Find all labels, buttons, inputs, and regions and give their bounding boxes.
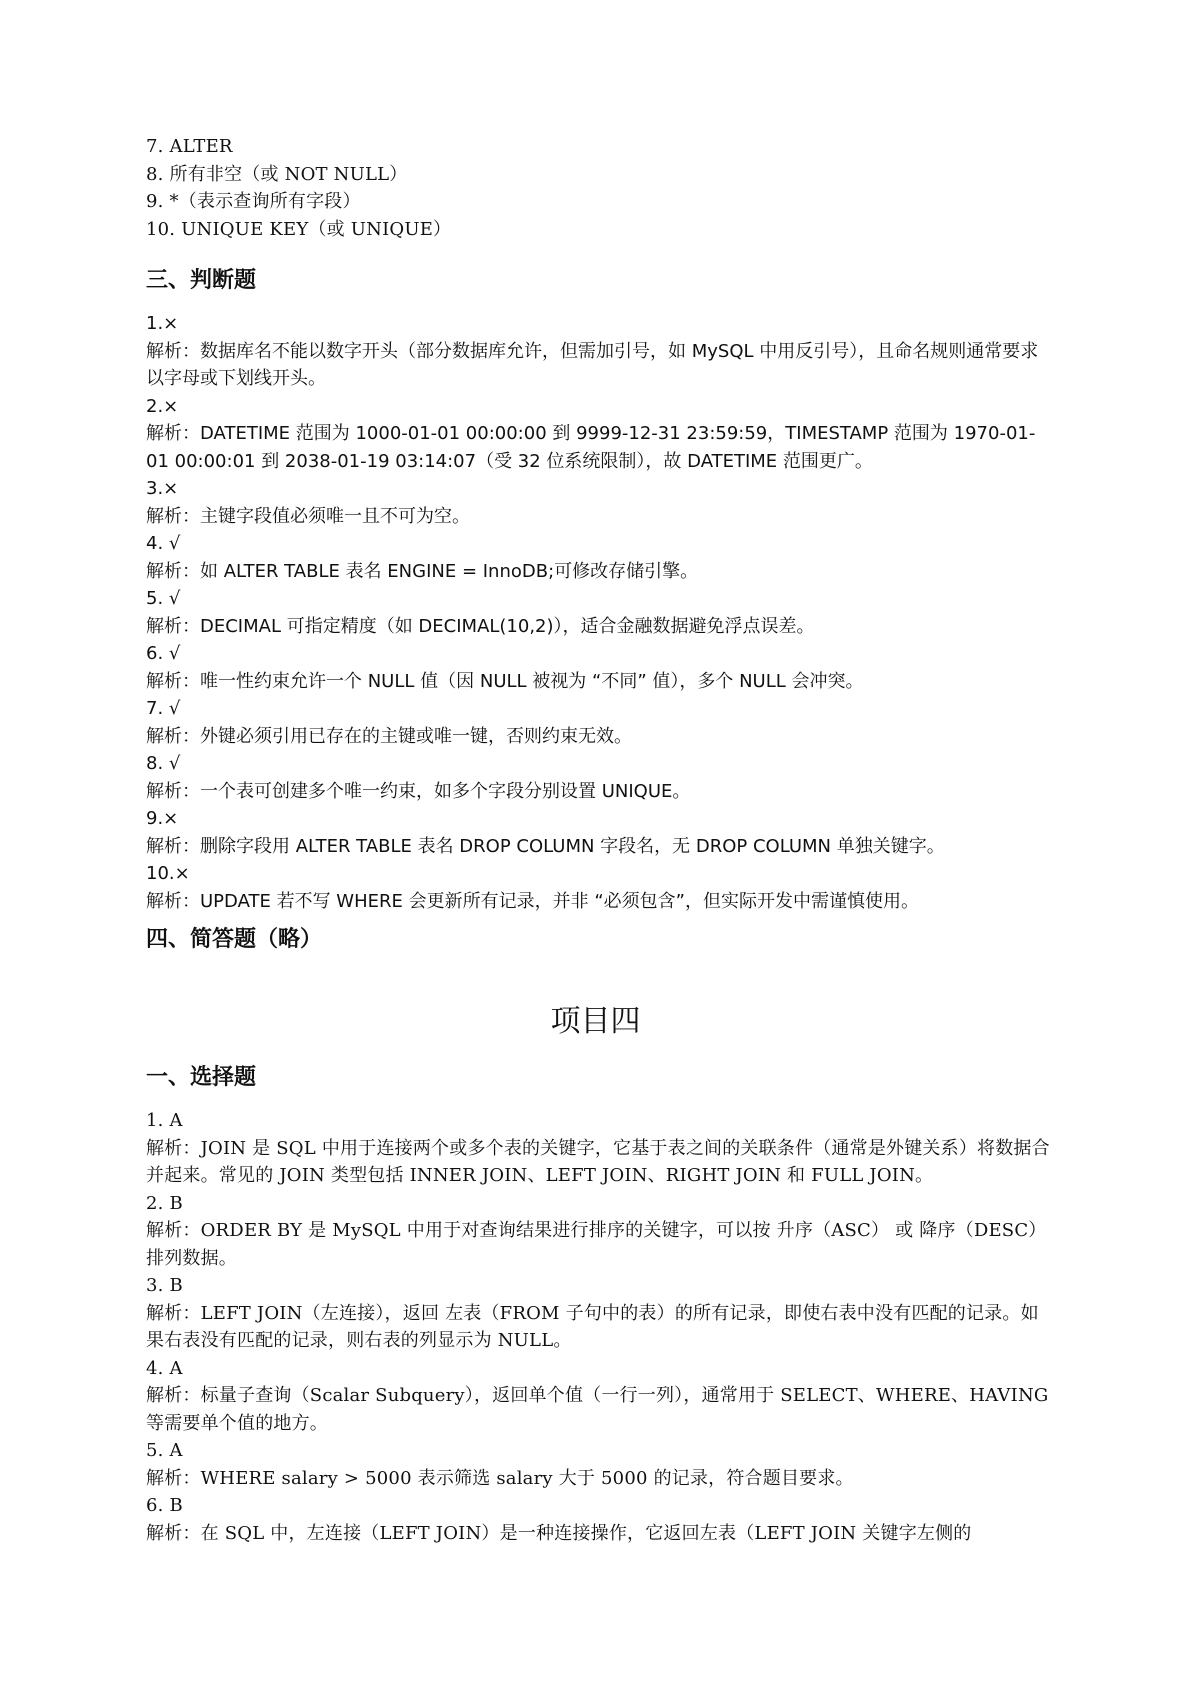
item-number: 1.× bbox=[146, 313, 179, 334]
section-heading-short-answer: 四、简答题（略） bbox=[146, 927, 323, 952]
item-analysis: 解析：JOIN 是 SQL 中用于连接两个或多个表的关键字，它基于表之间的关联条件（通常是外键关系）将数据合并起来。常见的 JOIN 类型包括 INNER JOIN、LEFT JOIN、RIGHT JOIN 和 FULL JOIN。 bbox=[146, 1137, 1050, 1186]
answer-line: 7. ALTER bbox=[146, 136, 233, 157]
item-number: 6. √ bbox=[146, 643, 181, 664]
item-number: 2.× bbox=[146, 395, 179, 417]
item-number: 9.× bbox=[146, 808, 179, 829]
item-number: 8. √ bbox=[146, 753, 181, 774]
item-analysis: 解析：DATETIME 范围为 1000-01-01 00:00:00 到 9999-12-31 23:59:59，TIMESTAMP 范围为 1970-01-01 00:00:01 到 2038-01-19 03:14:07（受 32 位系统限制），故 DATETIME 范围更广。 bbox=[146, 423, 1036, 472]
item-analysis: 解析：DECIMAL 可指定精度（如 DECIMAL(10,2)），适合金融数据避免浮点误差。 bbox=[146, 615, 815, 637]
item-analysis: 解析：标量子查询（Scalar Subquery），返回单个值（一行一列），通常用于 SELECT、WHERE、HAVING 等需要单个值的地方。 bbox=[146, 1385, 1049, 1434]
item-analysis: 解析：UPDATE 若不写 WHERE 会更新所有记录，并非 “必须包含”，但实际开发中需谨慎使用。 bbox=[146, 890, 919, 912]
item-number: 3.× bbox=[146, 478, 179, 499]
item-number: 4. √ bbox=[146, 533, 181, 554]
choice-list bbox=[146, 1107, 1056, 1547]
item-number: 10.× bbox=[146, 863, 190, 884]
answer-line: 10. UNIQUE KEY（或 UNIQUE） bbox=[146, 218, 452, 240]
item-number: 5. √ bbox=[146, 588, 181, 609]
item-number: 2. B bbox=[146, 1192, 183, 1214]
section-heading-choice: 一、选择题 bbox=[146, 1065, 257, 1090]
item-analysis: 解析：数据库名不能以数字开头（部分数据库允许，但需加引号，如 MySQL 中用反引号），且命名规则通常要求以字母或下划线开头。 bbox=[146, 340, 1039, 389]
item-analysis: 解析：如 ALTER TABLE 表名 ENGINE = InnoDB;可修改存储引擎。 bbox=[146, 560, 699, 582]
item-analysis: 解析：ORDER BY 是 MySQL 中用于对查询结果进行排序的关键字，可以按 升序（ASC） 或 降序（DESC） 排列数据。 bbox=[146, 1220, 1047, 1269]
item-number: 6. B bbox=[146, 1495, 183, 1516]
item-number: 7. √ bbox=[146, 698, 181, 719]
answer-line: 9. *（表示查询所有字段） bbox=[146, 191, 361, 212]
item-analysis: 解析：WHERE salary > 5000 表示筛选 salary 大于 5000 的记录，符合题目要求。 bbox=[146, 1467, 854, 1489]
judgment-list bbox=[146, 310, 1056, 915]
item-analysis: 解析：删除字段用 ALTER TABLE 表名 DROP COLUMN 字段名，无 DROP COLUMN 单独关键字。 bbox=[146, 835, 945, 857]
answer-line: 8. 所有非空（或 NOT NULL） bbox=[146, 163, 408, 185]
item-analysis: 解析：唯一性约束允许一个 NULL 值（因 NULL 被视为 “不同” 值），多个 NULL 会冲突。 bbox=[146, 670, 864, 692]
fill-answers bbox=[146, 133, 1056, 243]
item-analysis: 解析：在 SQL 中，左连接（LEFT JOIN）是一种连接操作，它返回左表（LEFT JOIN 关键字左侧的 bbox=[146, 1522, 972, 1544]
item-number: 3. B bbox=[146, 1275, 183, 1296]
item-analysis: 解析：外键必须引用已存在的主键或唯一键，否则约束无效。 bbox=[146, 725, 632, 747]
item-number: 5. A bbox=[146, 1440, 183, 1461]
item-number: 4. A bbox=[146, 1357, 183, 1379]
item-analysis: 解析：LEFT JOIN（左连接），返回 左表（FROM 子句中的表）的所有记录，即使右表中没有匹配的记录。如果右表没有匹配的记录，则右表的列显示为 NULL。 bbox=[146, 1302, 1039, 1351]
section-heading-judgment: 三、判断题 bbox=[146, 268, 257, 293]
item-analysis: 解析：一个表可创建多个唯一约束，如多个字段分别设置 UNIQUE。 bbox=[146, 780, 691, 802]
page-title: 项目四 bbox=[550, 1004, 641, 1039]
item-analysis: 解析：主键字段值必须唯一且不可为空。 bbox=[146, 505, 470, 527]
item-number: 1. A bbox=[146, 1110, 183, 1131]
